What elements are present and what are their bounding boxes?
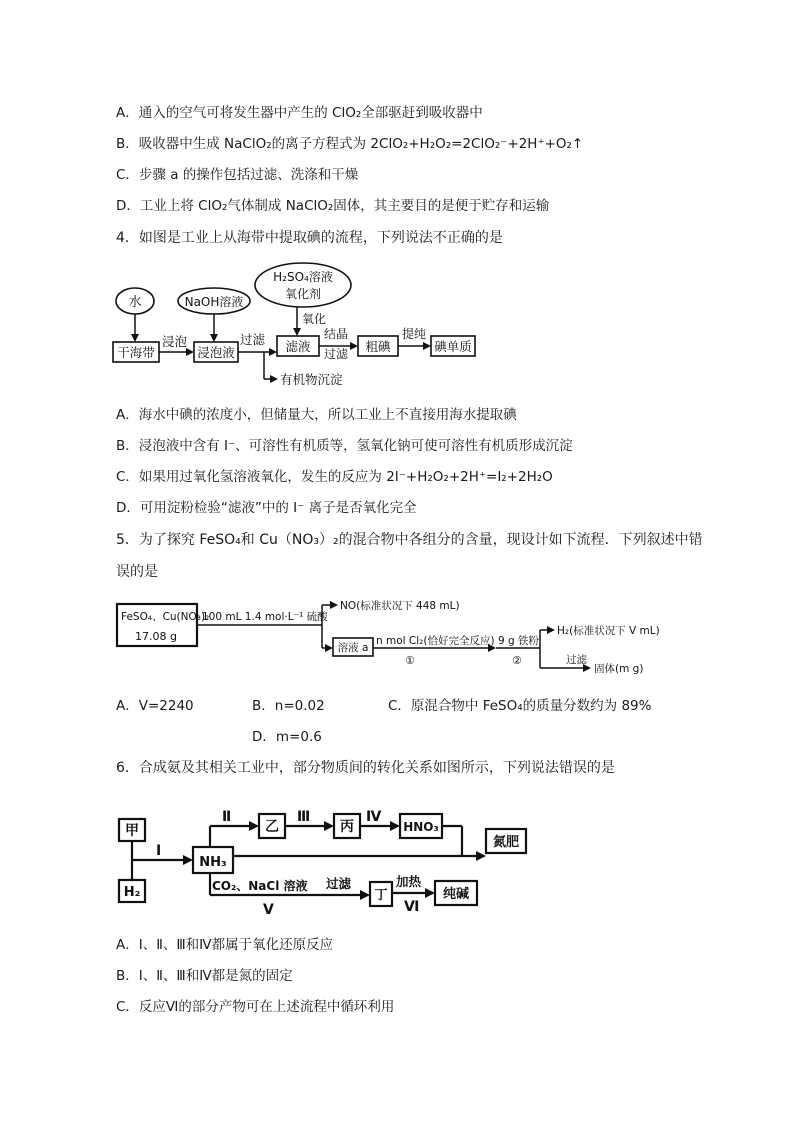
mixture-label-1: FeSO₄、Cu(NO₃)₂ — [121, 611, 210, 623]
iodine-label: 碘单质 — [434, 339, 472, 354]
purify-label: 提纯 — [402, 327, 427, 341]
q3-option-d: D．工业上将 ClO₂气体制成 NaClO₂固体，其主要目的是便于贮存和运输 — [116, 198, 550, 214]
iron-label: 9 g 铁粉 — [498, 635, 540, 647]
kelp-label: 干海带 — [117, 345, 155, 360]
ding-label: 丁 — [374, 888, 388, 903]
oxidant-label-2: 氧化剂 — [284, 287, 322, 301]
crude-label: 粗碘 — [365, 339, 391, 354]
step1-label: ① — [405, 654, 415, 667]
h2-label: H₂(标准状况下 V mL) — [557, 625, 660, 637]
q5-option-a: A．V=2240 — [116, 698, 194, 714]
r2-label: Ⅱ — [222, 809, 232, 825]
filter2-label: 过滤 — [324, 347, 349, 361]
filter6-label: 过滤 — [326, 876, 352, 891]
q5-option-b: B．n=0.02 — [252, 698, 325, 714]
yi-label: 乙 — [265, 819, 279, 835]
crystal-label: 结晶 — [324, 327, 349, 341]
q5-option-d: D．m=0.6 — [252, 729, 322, 745]
water-label: 水 — [128, 295, 142, 310]
soak-liquid-label: 浸泡液 — [197, 345, 235, 360]
q4-option-c: C．如果用过氧化氢溶液氧化，发生的反应为 2I⁻+H₂O₂+2H⁺=I₂+2H₂O — [116, 469, 553, 485]
no-label: NO(标准状况下 448 mL) — [340, 600, 460, 612]
naoh-label: NaOH溶液 — [184, 295, 244, 309]
filter-label: 过滤 — [240, 332, 266, 347]
q5-stem-line2: 误的是 — [116, 564, 158, 580]
soak-label: 浸泡 — [162, 334, 188, 349]
oxidant-label-1: H₂SO₄溶液 — [273, 270, 333, 284]
acid-label: 100 mL 1.4 mol·L⁻¹ 硫酸 — [202, 611, 328, 623]
q6-option-a: A．Ⅰ、Ⅱ、Ⅲ和Ⅳ都属于氧化还原反应 — [116, 937, 334, 953]
filtrate-label: 滤液 — [285, 339, 311, 354]
solid-label: 固体(m g) — [594, 663, 644, 675]
co2-label: CO₂、NaCl 溶液 — [212, 879, 308, 893]
q6-stem: 6．合成氨及其相关工业中，部分物质间的转化关系如图所示，下列说法错误的是 — [116, 760, 615, 776]
mixture-label-2: 17.08 g — [135, 630, 177, 643]
soda-label: 纯碱 — [442, 887, 470, 902]
q4-option-d: D．可用淀粉检验“滤液”中的 I⁻ 离子是否氧化完全 — [116, 500, 417, 516]
q4-option-b: B．浸泡液中含有 I⁻、可溶性有机质等，氢氧化钠可使可溶性有机质形成沉淀 — [116, 438, 573, 454]
nh3-label: NH₃ — [199, 855, 227, 870]
r1-label: Ⅰ — [156, 843, 162, 859]
cl2-label: n mol Cl₂(恰好完全反应) — [376, 635, 495, 647]
bing-label: 丙 — [340, 819, 354, 835]
r4-label: Ⅳ — [366, 809, 382, 825]
r5-label: Ⅴ — [263, 902, 274, 918]
jia-label: 甲 — [125, 823, 139, 839]
oxidize-label: 氧化 — [302, 312, 327, 326]
solution-label: 溶液 a — [337, 642, 369, 654]
fertilizer-label: 氮肥 — [492, 835, 520, 850]
q3-option-c: C．步骤 a 的操作包括过滤、洗涤和干燥 — [116, 167, 359, 183]
q4-option-a: A．海水中碘的浓度小，但储量大，所以工业上不直接用海水提取碘 — [116, 407, 517, 423]
r3-label: Ⅲ — [297, 809, 311, 825]
q3-option-b: B．吸收器中生成 NaClO₂的离子方程式为 2ClO₂+H₂O₂=2ClO₂⁻+2H⁺+O₂↑ — [116, 136, 584, 152]
q5-stem-line1: 5．为了探究 FeSO₄和 Cu（NO₃）₂的混合物中各组分的含量，现设计如下流程．下列叙述中错 — [116, 532, 703, 548]
q3-option-a: A．通入的空气可将发生器中产生的 ClO₂全部驱赶到吸收器中 — [116, 105, 483, 121]
precip-label: 有机物沉淀 — [280, 372, 343, 387]
r6-label: Ⅵ — [404, 899, 420, 915]
hno3-label: HNO₃ — [403, 820, 439, 834]
filter5-label: 过滤 — [566, 654, 587, 666]
h2-label: H₂ — [123, 885, 141, 900]
q5-option-c: C．原混合物中 FeSO₄的质量分数约为 89% — [388, 698, 652, 714]
q4-stem: 4．如图是工业上从海带中提取碘的流程，下列说法不正确的是 — [116, 230, 503, 246]
q6-option-c: C．反应Ⅵ的部分产物可在上述流程中循环利用 — [116, 999, 395, 1015]
q6-option-b: B．Ⅰ、Ⅱ、Ⅲ和Ⅳ都是氮的固定 — [116, 968, 293, 984]
heat-label: 加热 — [396, 874, 422, 889]
step2-label: ② — [512, 654, 522, 667]
